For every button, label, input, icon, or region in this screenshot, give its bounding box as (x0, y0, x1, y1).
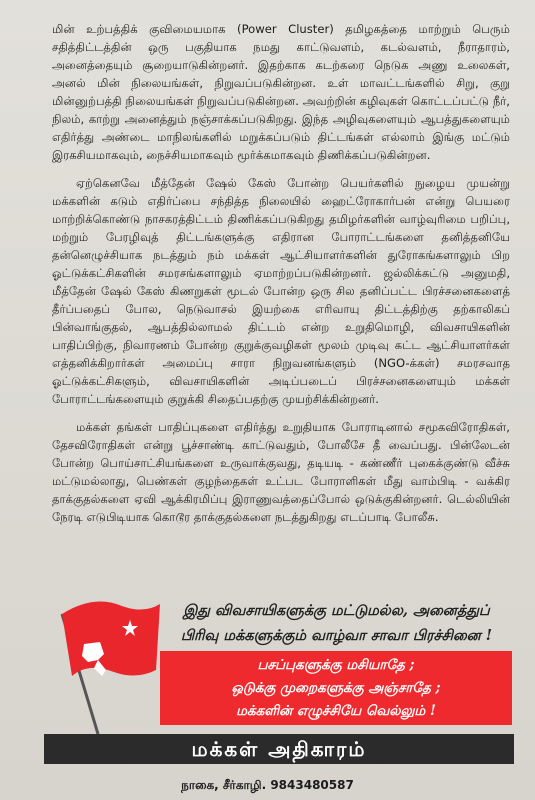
slogan-3: மக்களின் எழுச்சியே வெல்லும் ! (236, 703, 436, 719)
slogan-box (160, 651, 512, 725)
red-flag-fist-icon (44, 584, 164, 734)
article-body (52, 20, 510, 536)
paragraph-2: ஏற்கெனவே மீத்தேன் ஷேல் கேஸ் போன்ற பெயர்களில் நுழைய முயன்று மக்களின் கடும் எதிர்ப்பை சந்தித்த நிலையில் ஹைட்ரோகார்பன் என்று பெயரை மாற்றிக்கொண்டு நாசகரத்திட்டம் திணிக்கப்படுகிறது தமிழர்களின் வாழ்வுரிமை பறிப்பு, மற்றும் பேரழிவுத் திட்டங்களுக்கு எதிரான போராட்டங்களை தனித்தனியே தன்னெழுச்சியாக நடத்தும் நம் மக்கள் ஆட்சியாளர்களின் துரோகங்களாலும் பிற ஓட்டுக்கட்சிகளின் சமரசங்களாலும் ஏமாற்றப்படுகின்றனர். ஜல்லிக்கட்டு அனுமதி, மீத்தேன் ஷேல் கேஸ் கிணறுகள் மூடல் போன்ற ஒரு சில தனிப்பட்ட பிரச்சனைகளைத் தீர்ப்பதைப் போல, நெடுவாசல் இயற்கை எரிவாயு திட்டத்திற்கு தற்காலிகப் பின்வாங்குதல், ஆபத்தில்லாமல் திட்டம் என்ற உறுதிமொழி, விவசாயிகளின் பாதிப்பிற்கு, நிவாரணம் போன்ற குறுக்குவழிகள் மூலம் முடிவு கட்ட ஆட்சியாளர்கள் எத்தனிக்கிறார்கள் அமைப்பு சாரா நிறுவனங்களும் (NGO-க்கள்) சமரசவாத ஓட்டுக்கட்சிகளும், விவசாயிகளின் அடிப்படைப் பிரச்சனைகளையும் மக்கள் போராட்டங்களையும் குறுக்கி சிதைப்பதற்கு முயற்சிக்கின்றனர். (52, 176, 510, 406)
slogan-2: ஒடுக்கு முறைகளுக்கு அஞ்சாதே ; (231, 680, 441, 696)
slogan-banner (44, 584, 514, 774)
organization-name: மக்கள் அதிகாரம் (44, 734, 514, 764)
paragraph-3: மக்கள் தங்கள் பாதிப்புகளை எதிர்த்து உறுதியாக போராடினால் சமூகவிரோதிகள், தேசவிரோதிகள் என்று பூச்சாண்டி காட்டுவதும், போலீசே தீ வைப்பது. பின்லேடன் போன்ற பொய்சாட்சியங்களை உருவாக்குவது, தடியடி - கண்ணீர் புகைக்குண்டு வீச்சு மட்டுமல்லாது, பெண்கள் குழந்தைகள் உட்பட போராளிகள் மீது வாம்பிடி - வக்கிர தாக்குதல்களை ஏவி ஆக்கிரமிப்பு இராணுவத்தைப்போல் ஒடுக்குகின்றனர். டெல்லியின் நேரடி எடுபிடியாக கொடூர தாக்குதல்களை நடத்துகிறது எடப்பாடி போலீசு. (52, 420, 510, 524)
paragraph-1: மின் உற்பத்திக் குவிமையமாக (Power Cluster) தமிழகத்தை மாற்றும் பெரும் சதித்திட்டத்தின் ஒரு பகுதியாக நமது காட்டுவளம், கடல்வளம், நீராதாரம், அனைத்தையும் சூறையாடுகின்றனர். இதற்காக கடற்கரை நெடுக அணு உலைகள், அனல் மின் நிலையங்கள், நிறுவப்படுகின்றன. உள் மாவட்டங்களில் சிறு, குறு மின்னுற்பத்தி நிலையங்கள் நிறுவப்படுகின்றன. அவற்றின் கழிவுகள் கொட்டப்பட்டு நீர், நிலம், காற்று அனைத்தும் நஞ்சாக்கப்படுகிறது. இந்த அழிவுகளையும் ஆபத்துகளையும் எதிர்த்து அண்டை மாநிலங்களில் மறுக்கப்படும் திட்டங்கள் எல்லாம் இங்கு மட்டும் இரகசியமாகவும், நைச்சியமாகவும் மூர்க்கமாகவும் திணிக்கப்படுகின்றன. (52, 22, 510, 162)
contact-footer: நாகை, சீர்காழி. 9843480587 (181, 778, 354, 792)
banner-line-2: பிரிவு மக்களுக்கும் வாழ்வா சாவா பிரச்சினை ! (180, 627, 493, 644)
banner-line-1: இது விவசாயிகளுக்கு மட்டுமல்ல, அனைத்துப் (183, 602, 490, 619)
slogan-1: பசப்புகளுக்கு மசியாதே ; (257, 657, 415, 673)
